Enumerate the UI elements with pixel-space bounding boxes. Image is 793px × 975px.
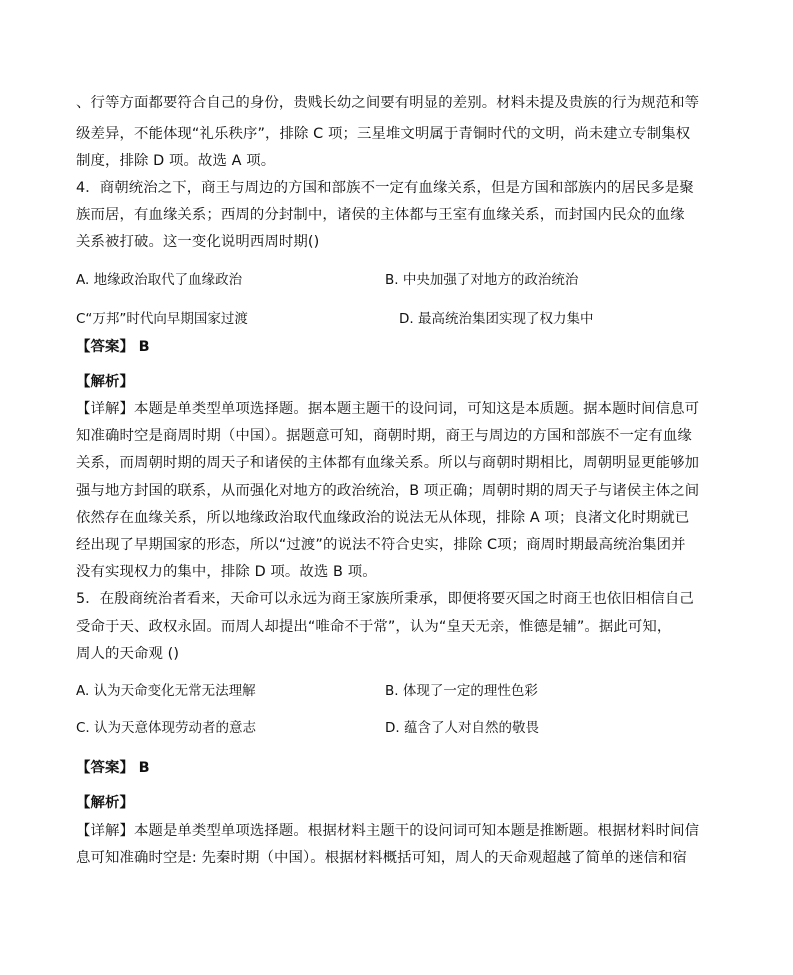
q4-detail-line-5: 依然存在血缘关系，所以地缘政治取代血缘政治的说法无从体现，排除 A 项；良渚文化时期就已 [76,510,690,526]
q4-detail-line-1: 【详解】本题是单类型单项选择题。据本题主题干的设问词，可知这是本质题。据本题时间信息可 [76,401,700,417]
q4-detail-line-4: 强与地方封国的联系，从而强化对地方的政治统治，B 项正确；周朝时期的周天子与诸侯主体之间 [76,483,700,499]
answer-label: 【答案】 [76,760,134,776]
intro-line-2: 级差异，不能体现“礼乐秩序”，排除 C 项；三星堆文明属于青铜时代的文明，尚未建立专制集权 [76,126,691,142]
q4-detail-line-3: 关系，而周朝时期的周天子和诸侯的主体都有血缘关系。所以与商朝时期相比，周朝明显更能够加 [76,455,700,471]
q5-option-a: A. 认为天命变化无常无法理解 [76,683,256,699]
answer-value: B [138,339,150,355]
q5-detail-line-1: 【详解】本题是单类型单项选择题。根据材料主题干的设问词可知本题是推断题。根据材料时间信 [76,823,700,839]
q4-option-a: A. 地缘政治取代了血缘政治 [76,272,243,288]
q4-option-c: C“万邦”时代向早期国家过渡 [76,311,248,327]
q4-stem-line-3: 关系被打破。这一变化说明西周时期() [76,234,320,250]
q5-option-d: D. 蕴含了人对自然的敬畏 [385,720,539,736]
q5-option-c: C. 认为天意体现劳动者的意志 [76,720,257,736]
q5-answer [76,758,716,778]
q5-stem-line-2: 受命于天、政权永固。而周人却提出“唯命不于常”，认为“皇天无亲，惟德是辅”。据此可知， [76,619,672,635]
q4-analysis-label: 【解析】 [76,374,134,390]
q4-stem-line-2: 族而居，有血缘关系；西周的分封制中，诸侯的主体都与王室有血缘关系，而封国内民众的血缘 [76,207,685,223]
q4-option-d: D. 最高统治集团实现了权力集中 [399,311,594,327]
intro-line-3: 制度，排除 D 项。故选 A 项。 [76,153,276,169]
q5-analysis-label: 【解析】 [76,795,134,811]
q5-stem-line-3: 周人的天命观 () [76,646,180,662]
q4-detail-line-2: 知准确时空是商周时期（中国）。据题意可知，商朝时期，商王与周边的方国和部族不一定有血缘 [76,428,692,444]
q5-detail-line-2: 息可知准确时空是: 先秦时期（中国）。根据材料概括可知，周人的天命观超越了简单的迷信和宿 [76,850,688,866]
q4-detail-line-7: 没有实现权力的集中，排除 D 项。故选 B 项。 [76,564,377,580]
q5-option-b: B. 体现了一定的理性色彩 [385,683,538,699]
q4-answer [76,337,716,357]
q4-stem-line-1: 4．商朝统治之下，商王与周边的方国和部族不一定有血缘关系，但是方国和部族内的居民多是聚 [76,180,694,196]
q4-detail-line-6: 经出现了早期国家的形态，所以“过渡”的说法不符合史实，排除 C项；商周时期最高统治集团并 [76,537,686,553]
answer-value: B [138,760,150,776]
intro-line-1: 、行等方面都要符合自己的身份，贵贱长幼之间要有明显的差别。材料未提及贵族的行为规范和等 [76,95,700,111]
q4-option-b: B. 中央加强了对地方的政治统治 [385,272,579,288]
answer-label: 【答案】 [76,339,134,355]
q5-stem-line-1: 5．在殷商统治者看来，天命可以永远为商王家族所秉承，即便将要灭国之时商王也依旧相信自己 [76,591,694,607]
